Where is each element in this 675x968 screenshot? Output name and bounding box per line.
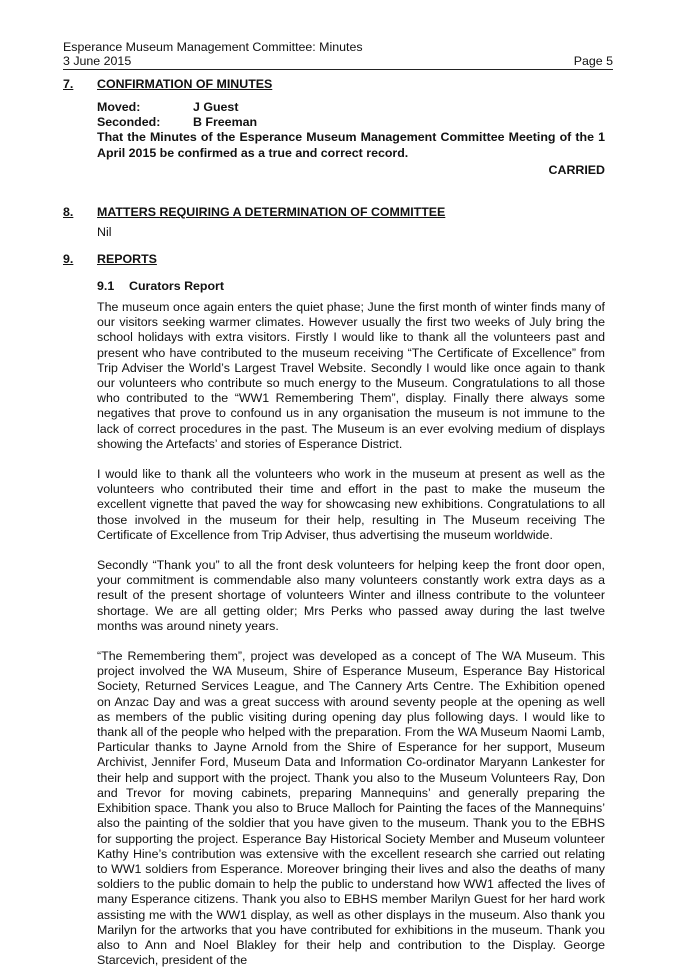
document-title: Esperance Museum Management Committee: Minutes bbox=[63, 40, 363, 54]
section-number: 8. bbox=[63, 205, 74, 219]
report-paragraph: Secondly “Thank you” to all the front desk volunteers for helping keep the front door open, your commitment is commendable also many volunteers constantly work extra days as a result of the present shortage of volunteers Winter and illness contribute to the volunteer shortage. We are all getting older; Mrs Perks who passed away during the last twelve months was around ninety years. bbox=[97, 558, 605, 633]
subsection-number: 9.1 bbox=[97, 279, 115, 293]
motion-result: CARRIED bbox=[548, 163, 605, 177]
section-8-body: Nil bbox=[97, 225, 112, 239]
section-number: 9. bbox=[63, 252, 74, 266]
curators-report-text bbox=[97, 300, 605, 968]
motion-text: That the Minutes of the Esperance Museum Management Committee Meeting of the 1 April 2015 be confirmed as a true and correct record. bbox=[97, 130, 605, 160]
seconded-row bbox=[97, 115, 605, 130]
section-7-body bbox=[97, 100, 605, 161]
section-title: REPORTS bbox=[97, 252, 157, 266]
report-paragraph: “The Remembering them”, project was developed as a concept of The WA Museum. This project involved the WA Museum, Shire of Esperance Museum, Esperance Bay Historical Society, Returned Services League, and The Cannery Arts Centre. The Exhibition opened on Anzac Day and was a great success with around seventy people at the opening as well as members of the public visiting during opening day plus following days. I would like to thank all of the people who helped with the preparation. From the WA Museum Naomi Lamb, Particular thanks to Jayne Arnold from the Shire of Esperance for her support, Museum Archivist, Jennifer Ford, Museum Data and Information Co-ordinator Maryann Lankester for their help and support with the project. Thank you also to the Museum Volunteers Ray, Don and Trevor for moving cabinets, preparing Mannequins’ and generally preparing the Exhibition space. Thank you also to Bruce Malloch for Painting the faces of the Mannequins’ also the painting of the soldier that you have given to the museum. Thank you to the EBHS for supporting the project. Esperance Bay Historical Society Member and Museum volunteer Kathy Hine’s contribution was extensive with the excellent research she carried out relating to WW1 soldiers from Esperance. Moreover bringing their lives and also the deaths of many soldiers to the public domain to help the public to understand how WW1 affected the lives of many Esperance citizens. Thank you also to EBHS member Marilyn Guest for her hard work assisting me with the WW1 display, as well as other displays in the museum. Also thank you Marilyn for the artworks that you have contributed for exhibitions in the museum. Thank you also to Ann and Noel Blakley for their help and contribution to the Display. George Starcevich, president of the bbox=[97, 649, 605, 968]
report-paragraph: The museum once again enters the quiet phase; June the first month of winter finds many of our visitors seeking warmer climates. However usually the first two weeks of July bring the school holidays with extra visitors. Firstly I would like to thank all the volunteers past and present who have contributed to the museum receiving “The Certificate of Excellence” from Trip Adviser the World’s Largest Travel Website. Secondly I would like once again to thank our volunteers who contribute so much energy to the Museum. Congratulations to all those who contributed to the “WW1 Remembering Them”, display. Finally there always some negatives that prove to confound us in any organisation the museum is not immune to the lack of correct procedures in the past. The Museum is an ever evolving medium of displays showing the Artefacts’ and stories of Esperance District. bbox=[97, 300, 605, 451]
subsection-heading bbox=[97, 279, 605, 294]
section-7-heading bbox=[63, 77, 272, 91]
section-number: 7. bbox=[63, 77, 74, 91]
page-header bbox=[63, 40, 613, 68]
moved-value: J Guest bbox=[193, 100, 239, 114]
meeting-date: 3 June 2015 bbox=[63, 54, 132, 68]
section-8-heading bbox=[63, 205, 445, 219]
seconded-value: B Freeman bbox=[193, 115, 258, 130]
moved-label: Moved: bbox=[97, 100, 141, 114]
section-9-heading bbox=[63, 252, 157, 266]
section-title: MATTERS REQUIRING A DETERMINATION OF COMMITTEE bbox=[97, 205, 446, 219]
page-number: Page 5 bbox=[573, 54, 613, 68]
seconded-label: Seconded: bbox=[97, 115, 161, 130]
report-paragraph: I would like to thank all the volunteers who work in the museum at present as well as the volunteers who contributed their time and effort in the past to make the museum the excellent vignette that paved the way for showcasing new exhibitions. Congratulations to all those involved in the museum for their help, resulting in The Museum receiving The Certificate of Excellence from Trip Adviser, thus advertising the museum worldwide. bbox=[97, 467, 605, 542]
moved-row bbox=[97, 100, 605, 115]
section-title: CONFIRMATION OF MINUTES bbox=[97, 77, 273, 91]
subsection-title: Curators Report bbox=[129, 279, 225, 293]
header-rule bbox=[63, 69, 613, 70]
